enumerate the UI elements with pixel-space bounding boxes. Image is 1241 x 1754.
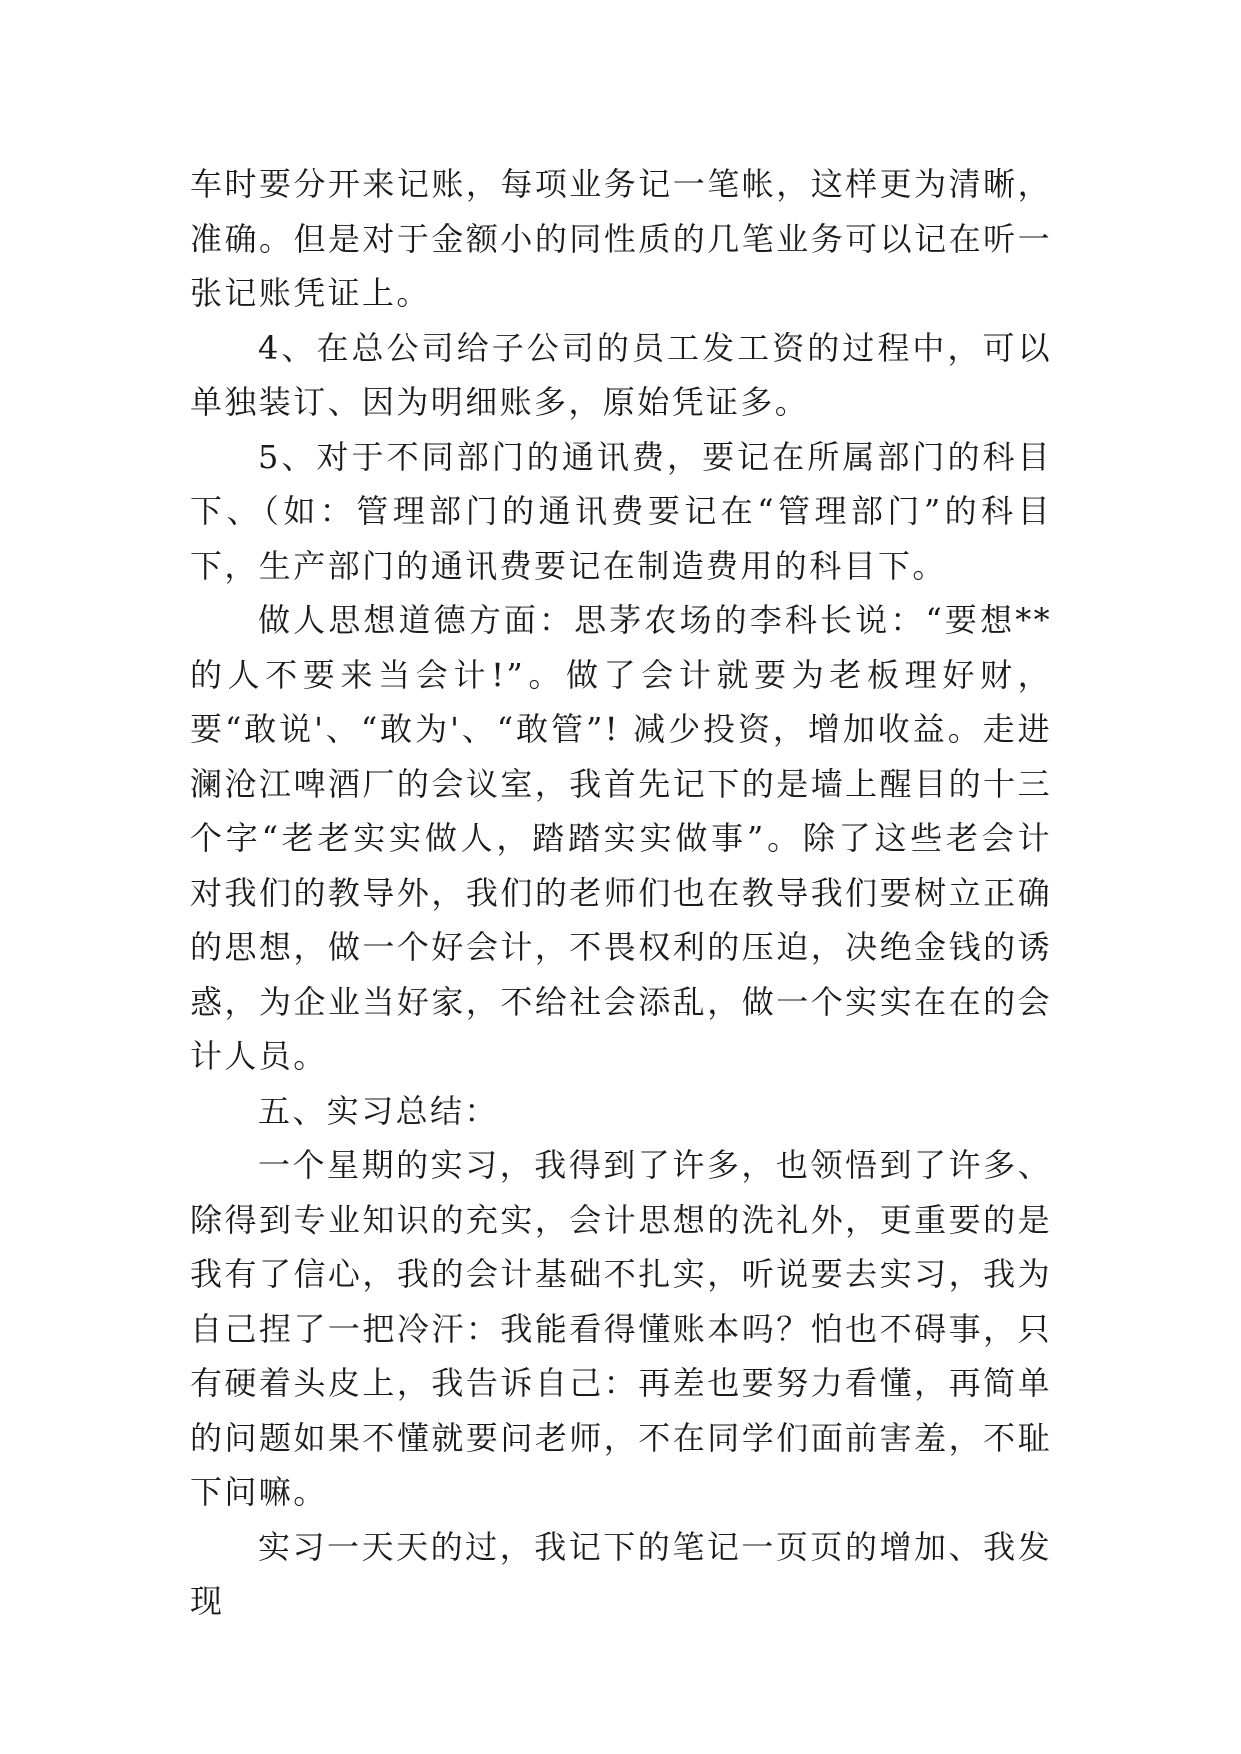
paragraph-summary: 一个星期的实习，我得到了许多，也领悟到了许多、除得到专业知识的充实，会计思想的洗礼外，更重要的是我有了信心，我的会计基础不扎实，听说要去实习，我为自己捏了一把冷汗：我能看得懂账本吗？怕也不碍事，只有硬着头皮上，我告诉自己：再差也要努力看懂，再简单的问题如果不懂就要问老师，不在同学们面前害羞，不耻下问嘛。 [190,1146,1052,1511]
paragraph-item-5: 5、对于不同部门的通讯费，要记在所属部门的科目下、（如：管理部门的通讯费要记在“管理部门”的科目下，生产部门的通讯费要记在制造费用的科目下。 [190,437,1052,585]
paragraph-moral-aspect: 做人思想道德方面：思茅农场的李科长说：“要想**的人不要来当会计!”。做了会计就要为老板理好财，要“敢说'、“敢为'、“敢管”! 减少投资，增加收益。走进澜沧江啤酒厂的会议室，我首先记下的是墙上醒目的十三个字“老老实实做人，踏踏实实做事”。除了这些老会计对我们的教导外，我们的老师们也在教导我们要树立正确的思想，做一个好会计，不畏权利的压迫，决绝金钱的诱惑，为企业当好家，不给社会添乱，做一个实实在在的会计人员。 [190,601,1052,1075]
paragraph-continuation: 车时要分开来记账，每项业务记一笔帐，这样更为清晰，准确。但是对于金额小的同性质的几笔业务可以记在听一张记账凭证上。 [190,165,1052,312]
paragraph-item-4: 4、在总公司给子公司的员工发工资的过程中，可以单独装订、因为明细账多，原始凭证多。 [190,328,1052,421]
paragraph-final: 实习一天天的过，我记下的笔记一页页的增加、我发现 [190,1527,1052,1620]
document-body [190,157,1052,1629]
section-heading-summary: 五、实习总结： [258,1091,499,1130]
